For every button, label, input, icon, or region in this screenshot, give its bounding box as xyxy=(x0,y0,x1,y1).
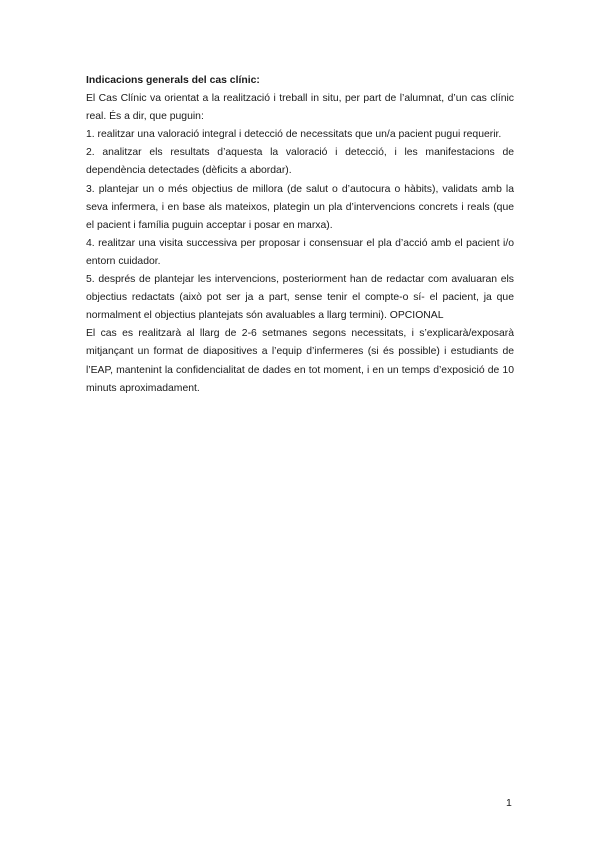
list-item-3: 3. plantejar un o més objectius de millora (de salut o d’autocura o hàbits), validats amb la seva infermera, i en base als mateixos, plategin un pla d’intervencions concrets i reals (que el pacient i família puguin acceptar i posar en marxa). xyxy=(86,183,514,231)
closing-paragraph: El cas es realitzarà al llarg de 2-6 setmanes segons necessitats, i s’explicarà/exposarà mitjançant un format de diapositives a l’equip d’infermeres (si és possible) i estudiants de l’EAP, mantenint la confidencialitat de dades en tot moment, i en un temps d’exposició de 10 minuts aproximadament. xyxy=(86,328,514,394)
list-item-1: 1. realitzar una valoració integral i detecció de necessitats que un/a pacient pugui requerir. xyxy=(86,129,502,141)
section-heading: Indicacions generals del cas clínic: xyxy=(86,75,260,86)
document-body xyxy=(86,72,514,398)
list-item-5: 5. després de plantejar les intervencions, posteriorment han de redactar com avaluaran els objectius redactats (això pot ser ja a part, sense tenir el compte-o sí- el pacient, ja que normalment el objectius plantejats són avaluables a llarg termini). OPCIONAL xyxy=(86,274,514,322)
list-item-2: 2. analitzar els resultats d’aquesta la valoració i detecció, i les manifestacions de dependència detectades (dèficits a abordar). xyxy=(86,147,514,177)
page-number: 1 xyxy=(506,797,512,809)
intro-paragraph: El Cas Clínic va orientat a la realització i treball in situ, per part de l’alumnat, d’un cas clínic real. És a dir, que puguin: xyxy=(86,93,514,123)
list-item-4: 4. realitzar una visita successiva per proposar i consensuar el pla d’acció amb el pacient i/o entorn cuidador. xyxy=(86,237,514,267)
